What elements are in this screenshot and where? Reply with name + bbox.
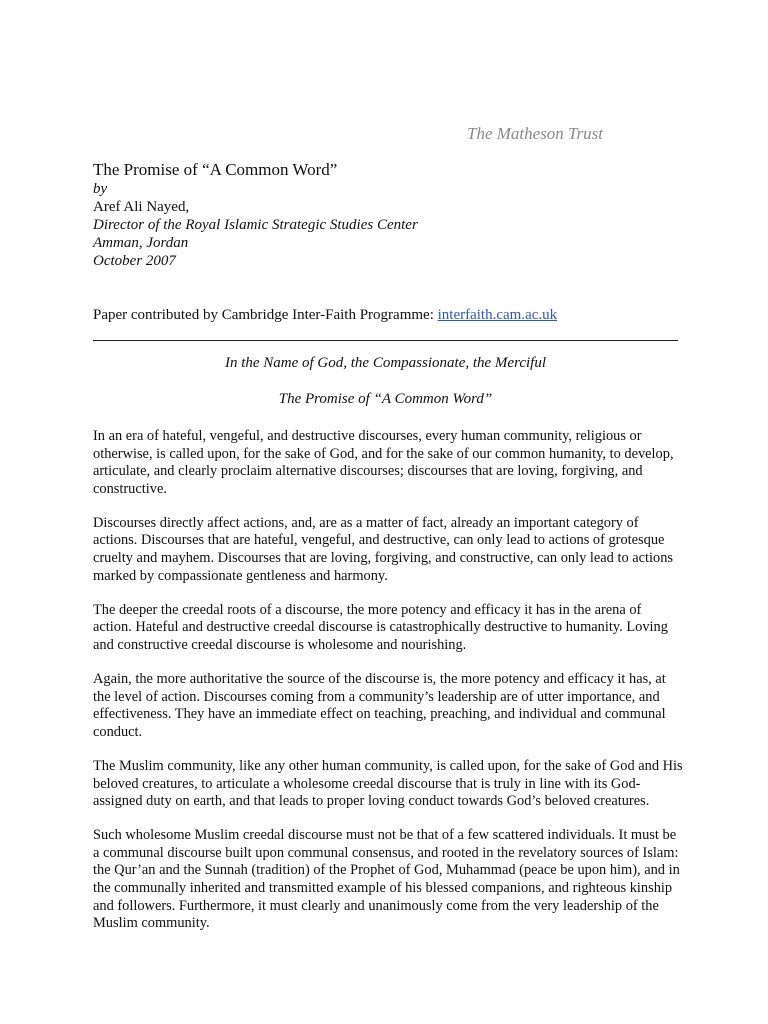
body-subtitle: The Promise of “A Common Word” <box>278 391 493 407</box>
paragraph: Again, the more authoritative the source of the discourse is, the more potency and efficacy it has, at the level of action. Discourses coming from a community’s leadership are of utter importance, and effectiveness. They have an immediate effect on teaching, preaching, and individual and communal conduct. <box>93 671 666 740</box>
invocation: In the Name of God, the Compassionate, the Merciful <box>224 355 547 371</box>
contribution-text: Paper contributed by Cambridge Inter-Faith Programme: <box>93 307 438 323</box>
paragraph: Discourses directly affect actions, and, are as a matter of fact, already an important category of actions. Discourses that are hateful, vengeful, and destructive, can only lead to actions of grotesque cruelty and mayhem. Discourses that are loving, forgiving, and constructive, can only lead to actions marked by compassionate gentleness and harmony. <box>93 514 673 584</box>
contribution-link[interactable]: interfaith.cam.ac.uk <box>437 307 558 323</box>
body-text <box>93 428 683 949</box>
horizontal-divider <box>93 340 678 341</box>
document-header <box>93 159 693 270</box>
paragraph: In an era of hateful, vengeful, and destructive discourses, every human community, religious or otherwise, is called upon, for the sake of God, and for the sake of our common humanity, to develop, articulate, and clearly proclaim alternative discourses; discourses that are loving, forgiving, and constructive. <box>93 428 674 497</box>
document-title: The Promise of “A Common Word” <box>93 160 338 179</box>
document-date: October 2007 <box>93 253 176 269</box>
paragraph: The Muslim community, like any other human community, is called upon, for the sake of God and His beloved creatures, to articulate a wholesome creedal discourse that is truly in line with its God-assigned duty on earth, and that leads to proper loving conduct towards God’s beloved creatures. <box>93 757 683 810</box>
author-name: Aref Ali Nayed, <box>93 199 190 215</box>
contribution-line <box>93 306 557 324</box>
by-label: by <box>93 181 108 197</box>
publisher-name: The Matheson Trust <box>467 124 604 143</box>
paragraph: Such wholesome Muslim creedal discourse must not be that of a few scattered individuals. It must be a communal discourse built upon communal consensus, and rooted in the revelatory sources of Islam: the Qur’an and the Sunnah (tradition) of the Prophet of God, Muhammad (peace be upon him), and in the communally inherited and transmitted example of his blessed companions, and righteous kinship and followers. Furthermore, it must clearly and unanimously come from the very leadership of the Muslim community. <box>93 827 680 932</box>
author-position: Director of the Royal Islamic Strategic Studies Center <box>93 217 418 233</box>
author-location: Amman, Jordan <box>93 235 189 251</box>
paragraph: The deeper the creedal roots of a discourse, the more potency and efficacy it has in the arena of action. Hateful and destructive creedal discourse is catastrophically destructive to humanity. Loving and constructive creedal discourse is wholesome and nourishing. <box>93 601 668 653</box>
